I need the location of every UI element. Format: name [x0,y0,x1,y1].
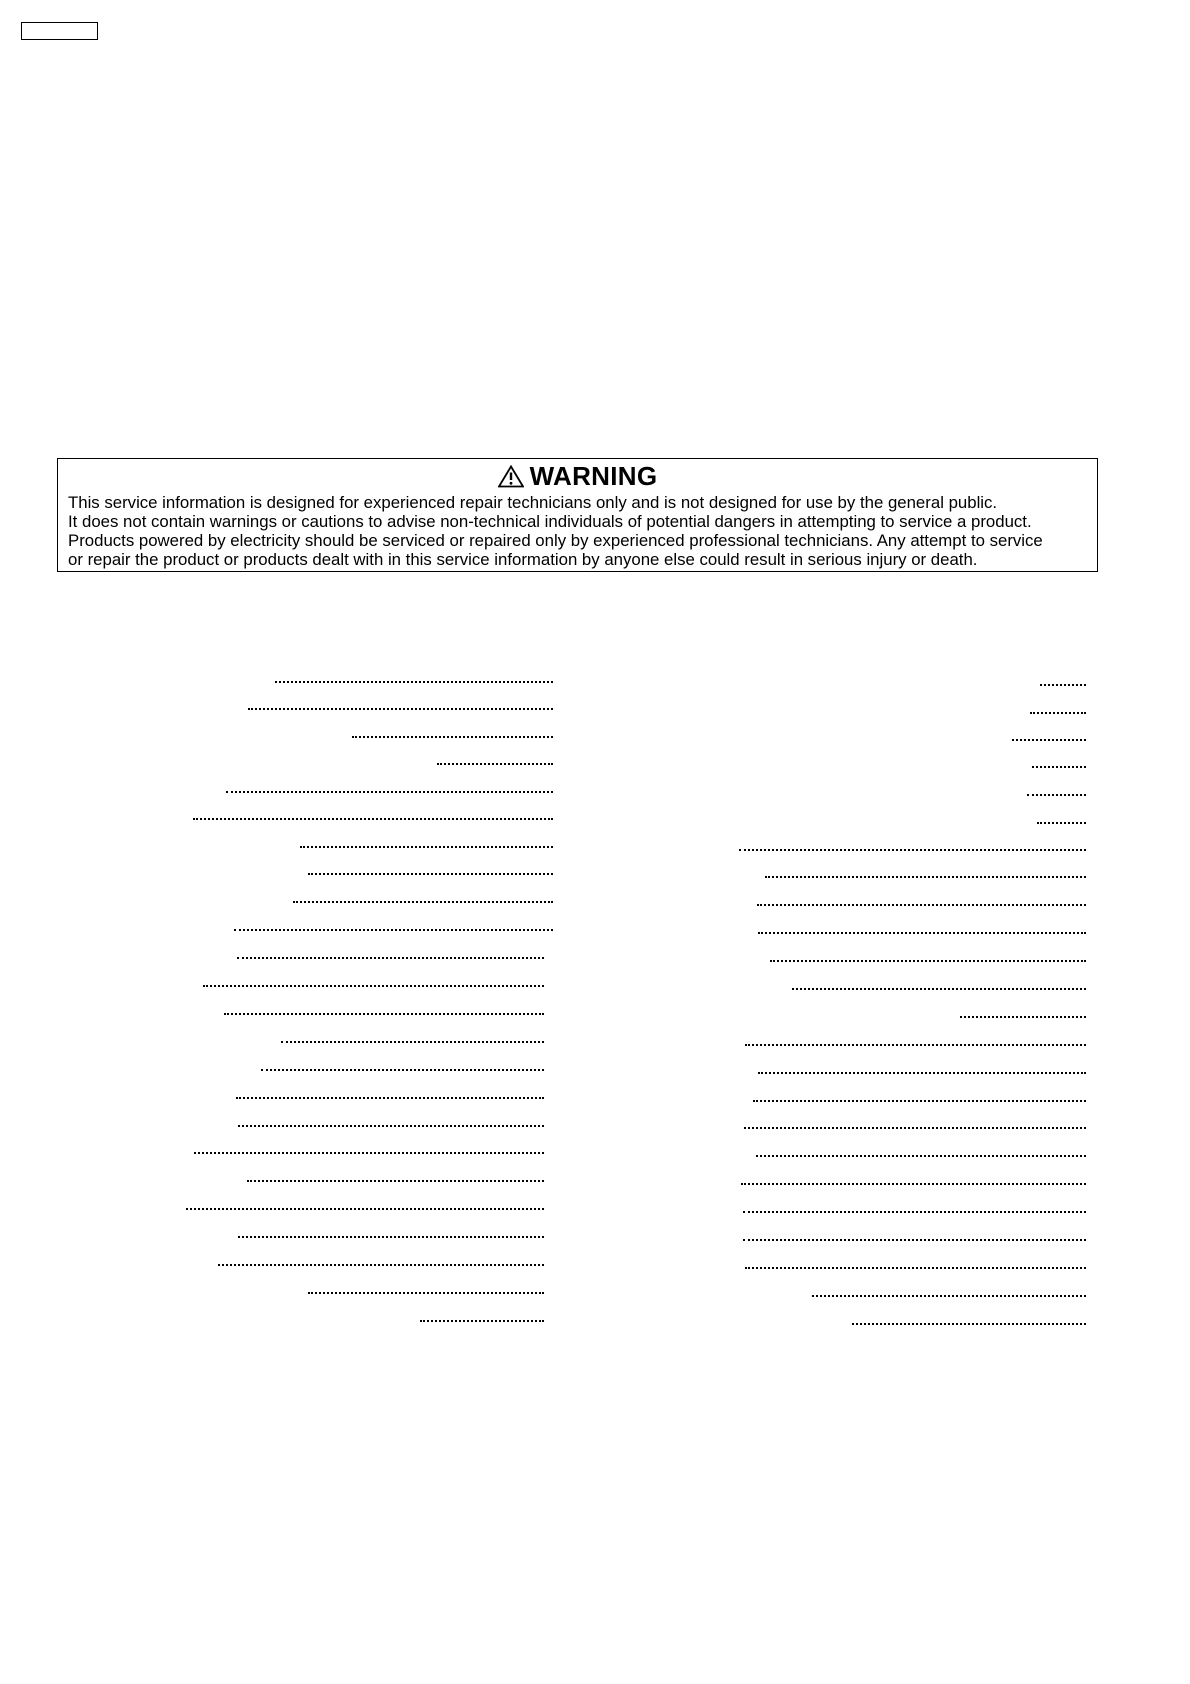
toc-leader [224,1013,544,1015]
toc-leader [743,1239,1086,1241]
toc-leader [352,736,553,738]
toc-leader [234,929,553,931]
toc-leader [226,791,553,793]
toc-leader [1040,684,1086,686]
toc-leader [1032,766,1086,768]
toc-leader [237,957,544,959]
toc-leader [281,1041,544,1043]
toc-leader [238,1125,544,1127]
warning-line: This service information is designed for experienced repair technicians only and is not designed for use by the general public. [68,493,998,512]
toc-leader [812,1295,1086,1297]
toc-leader [308,1292,544,1294]
toc-leader [758,932,1086,934]
toc-leader [745,1267,1086,1269]
toc-leader [437,763,553,765]
toc-leader [248,708,553,710]
warning-line: or repair the product or products dealt with in this service information by anyone else could result in serious injury or death. [68,550,978,569]
toc-leader [293,901,553,903]
toc-leader [247,1180,544,1182]
toc-leader [741,1183,1086,1185]
toc-leader [1037,822,1086,824]
toc-leader [743,1211,1086,1213]
toc-leader [308,873,553,875]
toc-leader [770,960,1086,962]
warning-line: Products powered by electricity should be serviced or repaired only by experienced professional technicians. Any attempt to service [68,531,1043,550]
toc-leader [238,1236,544,1238]
toc-leader [745,1044,1086,1046]
toc-leader [744,1127,1086,1129]
toc-leader [753,1100,1086,1102]
toc-leader [792,988,1086,990]
toc-leader [739,849,1086,851]
toc-leader [757,904,1086,906]
toc-leader [236,1097,544,1099]
toc-leader [194,1152,544,1154]
toc-leader [300,846,553,848]
toc-leader [1030,712,1086,714]
toc-leader [218,1264,544,1266]
warning-line: It does not contain warnings or cautions to advise non-technical individuals of potential dangers in attempting to service a product. [68,512,1032,531]
toc-leader [203,985,544,987]
toc-leader [261,1069,544,1071]
toc-leader [756,1155,1086,1157]
toc-leader [275,681,553,683]
warning-title-text: WARNING [529,461,658,491]
toc-leader [765,876,1086,878]
toc-leader [960,1016,1086,1018]
toc-leader [420,1320,544,1322]
toc-leader [193,818,553,820]
toc-leader [1012,739,1086,741]
toc-leader [186,1208,544,1210]
toc-leader [852,1323,1086,1325]
toc-leader [1027,794,1086,796]
toc-leader [758,1072,1086,1074]
